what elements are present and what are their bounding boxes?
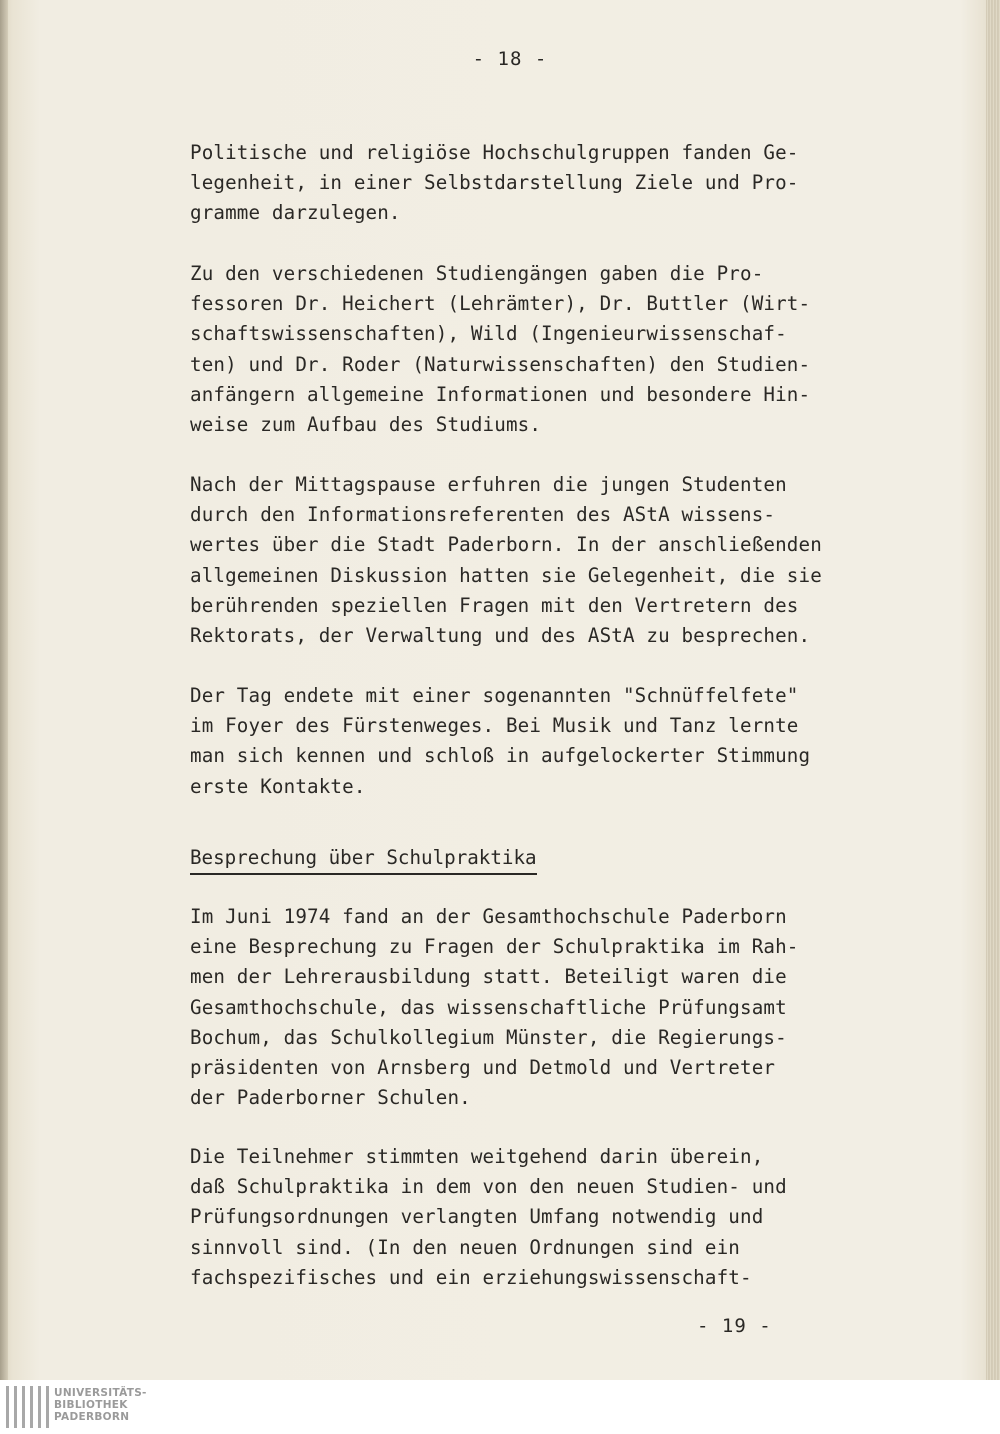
paragraph-1 bbox=[190, 138, 870, 229]
text-line: allgemeinen Diskussion hatten sie Gelegenheit, die sie bbox=[190, 563, 822, 587]
text-line: erste Kontakte. bbox=[190, 774, 366, 798]
text-line: durch den Informationsreferenten des AStA wissens- bbox=[190, 503, 776, 527]
text-line: weise zum Aufbau des Studiums. bbox=[190, 412, 542, 436]
logo-line: UNIVERSITÄTS- bbox=[54, 1387, 147, 1399]
text-line: Die Teilnehmer stimmten weitgehend darin überein, bbox=[190, 1145, 764, 1168]
text-line: sinnvoll sind. (In den neuen Ordnungen sind ein bbox=[190, 1235, 740, 1259]
text-line: fachspezifisches und ein erziehungswissenschaft- bbox=[190, 1265, 752, 1289]
text-line: der Paderborner Schulen. bbox=[190, 1086, 471, 1110]
text-line: berührenden speziellen Fragen mit den Vertretern des bbox=[190, 593, 799, 617]
text-line: Gesamthochschule, das wissenschaftliche Prüfungsamt bbox=[190, 995, 787, 1019]
section-heading: Besprechung über Schulpraktika bbox=[190, 843, 537, 875]
page-edge bbox=[986, 0, 1000, 1380]
text-line: im Foyer des Fürstenweges. Bei Musik und Tanz lernte bbox=[190, 714, 799, 738]
page-spine-shadow bbox=[0, 0, 8, 1380]
text-line: Politische und religiöse Hochschulgruppen fanden Ge- bbox=[190, 141, 799, 164]
text-line: man sich kennen und schloß in aufgelockerter Stimmung bbox=[190, 744, 811, 768]
library-logo-icon bbox=[6, 1386, 49, 1428]
text-line: men der Lehrerausbildung statt. Beteiligt waren die bbox=[190, 965, 787, 989]
library-footer bbox=[0, 1380, 1000, 1434]
paragraph-3 bbox=[190, 470, 870, 651]
text-line: ten) und Dr. Roder (Naturwissenschaften) den Studien- bbox=[190, 352, 811, 376]
text-line: gramme darzulegen. bbox=[190, 201, 401, 225]
text-line: eine Besprechung zu Fragen der Schulpraktika im Rah- bbox=[190, 935, 799, 959]
logo-line: BIBLIOTHEK bbox=[54, 1399, 128, 1411]
page-number-bottom: - 19 - bbox=[697, 1315, 772, 1337]
text-line: Bochum, das Schulkollegium Münster, die Regierungs- bbox=[190, 1025, 787, 1049]
text-line: legenheit, in einer Selbstdarstellung Ziele und Pro- bbox=[190, 171, 799, 195]
text-line: anfängern allgemeine Informationen und besondere Hin- bbox=[190, 382, 811, 406]
text-line: daß Schulpraktika in dem von den neuen Studien- und bbox=[190, 1175, 787, 1199]
text-line: Der Tag endete mit einer sogenannten "Schnüffelfete" bbox=[190, 684, 799, 707]
text-line: Nach der Mittagspause erfuhren die jungen Studenten bbox=[190, 473, 787, 496]
text-line: Rektorats, der Verwaltung und des AStA zu besprechen. bbox=[190, 623, 811, 647]
page-number-top: - 18 - bbox=[472, 48, 548, 70]
text-line: Zu den verschiedenen Studiengängen gaben die Pro- bbox=[190, 262, 764, 285]
section-paragraph-2 bbox=[190, 1142, 870, 1293]
text-line: Prüfungsordnungen verlangten Umfang notwendig und bbox=[190, 1205, 764, 1229]
paragraph-4 bbox=[190, 681, 870, 802]
text-line: wertes über die Stadt Paderborn. In der anschließenden bbox=[190, 533, 822, 557]
text-line: schaftswissenschaften), Wild (Ingenieurwissenschaf- bbox=[190, 322, 787, 346]
paragraph-2 bbox=[190, 259, 870, 440]
text-line: fessoren Dr. Heichert (Lehrämter), Dr. Buttler (Wirt- bbox=[190, 292, 811, 316]
library-logo-text bbox=[54, 1387, 147, 1423]
text-line: präsidenten von Arnsberg und Detmold und Vertreter bbox=[190, 1055, 776, 1079]
section-paragraph-1 bbox=[190, 902, 870, 1113]
logo-line: PADERBORN bbox=[54, 1411, 130, 1423]
text-line: Im Juni 1974 fand an der Gesamthochschule Paderborn bbox=[190, 905, 787, 928]
